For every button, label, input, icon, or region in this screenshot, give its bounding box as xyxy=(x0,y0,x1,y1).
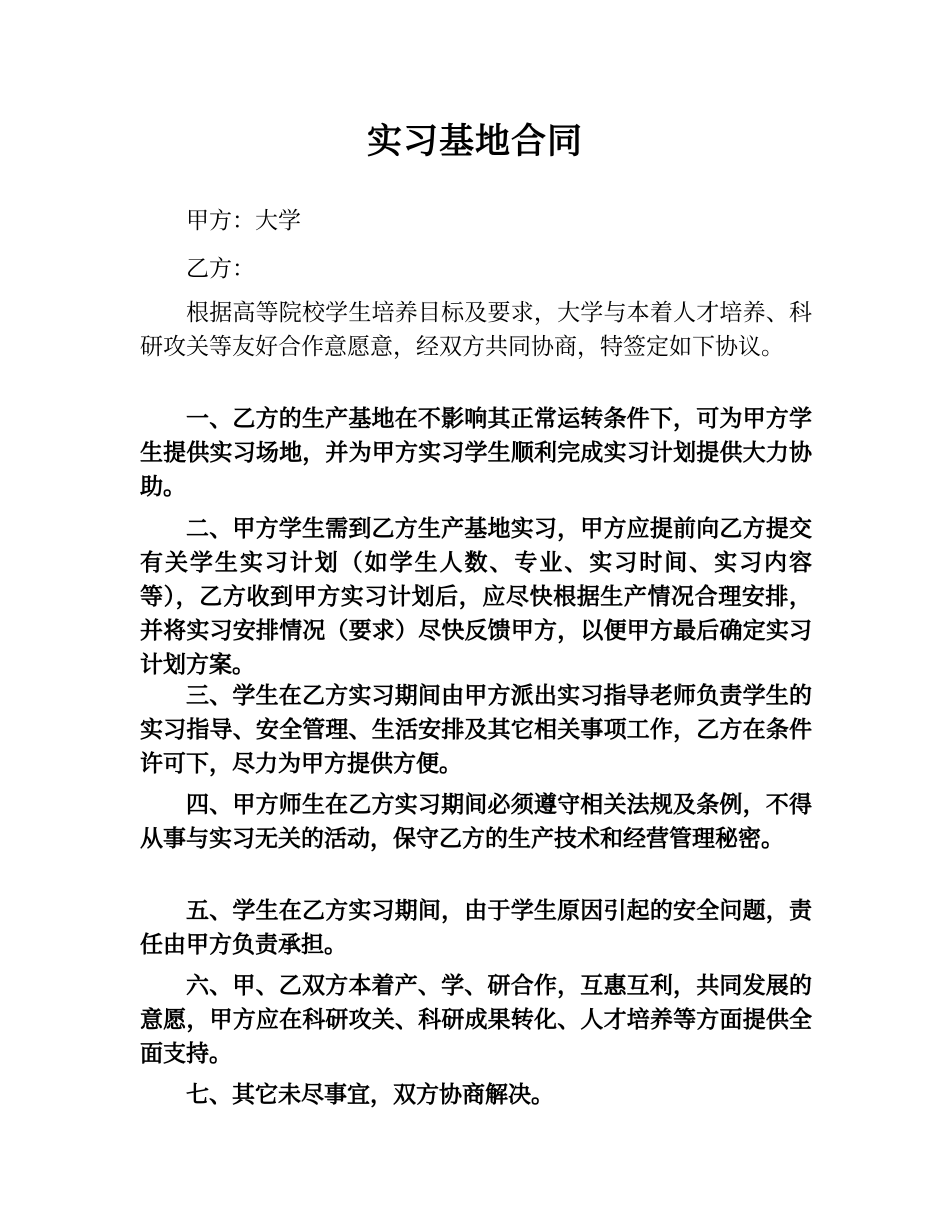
clause-7: 七、其它未尽事宜，双方协商解决。 xyxy=(186,1082,554,1108)
clause-3: 三、学生在乙方实习期间由甲方派出实习指导老师负责学生的实习指导、安全管理、生活安排及其它相关事项工作，乙方在条件许可下，尽力为甲方提供方便。 xyxy=(140,683,812,777)
clause-2: 二、甲方学生需到乙方生产基地实习，甲方应提前向乙方提交有关学生实习计划（如学生人数、专业、实习时间、实习内容等），乙方收到甲方实习计划后，应尽快根据生产情况合理安排，并将实习安排情况（要求）尽快反馈甲方，以便甲方最后确定实习计划方案。 xyxy=(140,516,812,678)
party-b-line: 乙方： xyxy=(186,256,255,282)
clause-4: 四、甲方师生在乙方实习期间必须遵守相关法规及条例，不得从事与实习无关的活动，保守乙方的生产技术和经营管理秘密。 xyxy=(140,792,812,852)
party-a-line: 甲方：大学 xyxy=(186,208,301,234)
clause-1: 一、乙方的生产基地在不影响其正常运转条件下，可为甲方学生提供实习场地，并为甲方实习学生顺利完成实习计划提供大力协助。 xyxy=(140,406,812,500)
clause-5: 五、学生在乙方实习期间，由于学生原因引起的安全问题，责任由甲方负责承担。 xyxy=(140,898,812,958)
page-title: 实习基地合同 xyxy=(366,122,583,162)
clause-6: 六、甲、乙双方本着产、学、研合作，互惠互利，共同发展的意愿，甲方应在科研攻关、科研成果转化、人才培养等方面提供全面支持。 xyxy=(140,973,812,1067)
preamble-paragraph: 根据高等院校学生培养目标及要求，大学与本着人才培养、科研攻关等友好合作意愿意，经双方共同协商，特签定如下协议。 xyxy=(140,300,812,360)
